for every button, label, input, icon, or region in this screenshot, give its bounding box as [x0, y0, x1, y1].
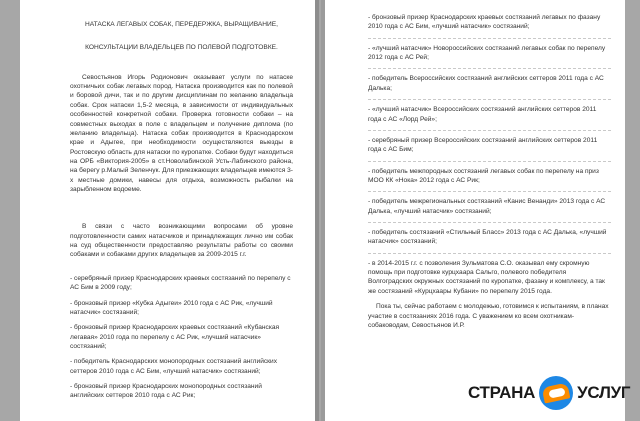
document-subtitle: КОНСУЛЬТАЦИИ ВЛАДЕЛЬЦЕВ ПО ПОЛЕВОЙ ПОДГОТОВКЕ. — [85, 44, 278, 52]
page-divider — [315, 0, 319, 421]
document-page-left — [20, 0, 315, 421]
closing-paragraph: Пока ты, сейчас работаем с молодежью, готовимся к испытаниям, в планах участие в состязаниях 2016 года. С уважением ко всем охотникам-собаководам, Севостьянов И.Р. — [368, 303, 609, 329]
list-item: - «лучший натасчик» Всероссийских состязаний английских сеттеров 2011 года с АС «Лорд Рей»; — [368, 106, 597, 123]
list-item: - «лучший натасчик» Новороссийских состязаний легавых собак по перепелу 2012 года с АС Рей; — [368, 44, 606, 62]
list-item: - победитель межрегиональных состязаний «Канис Венанди» 2013 года с АС Далька, «лучший натасчик» состязаний; — [368, 198, 606, 215]
list-item: - бронзовый призер Краснодарских монопородных состязаний английских сеттеров 2010 года с АС Рик; — [70, 383, 262, 400]
list-item: - в 2014-2015 г.г. с позволения Зульматова С.О. оказывал ему скромную помощь при подготовке курцхаара Сальго, полевого победителя Волгоградских окружных состязаний по куропатке, фазану и комплексу, а так же состязаний «Курцхаары Кубани» по перепелу 2015 года. — [368, 259, 605, 295]
list-item: - победитель Всероссийских состязаний английских сеттеров 2011 года с АС Далька; — [368, 75, 604, 92]
list-item: - бронзовый призер Краснодарских краевых состязаний «Кубанская легавая» 2010 года по перепелу с АС Рик, «лучший натасчик» состязаний; — [70, 324, 280, 350]
handshake-icon — [539, 376, 573, 410]
results-intro-paragraph: В связи с часто возникающими вопросами об уровне подготовленности самих натасчиков и принадлежащих лично им собак на суд общественности предоставляю результаты работы со своими собаками и собаками других владельцев за 2009-2015 г.г. — [70, 223, 293, 259]
list-item: - победитель состязаний «Стильный Бласс» 2013 года с АС Далька, «лучший натасчик» состязаний; — [368, 229, 607, 246]
list-item: - серебряный призер Краснодарских краевых состязаний по перепелу с АС Бим в 2009 году; — [70, 274, 291, 292]
list-item: - серебряный призер Всероссийских состязаний английских сеттеров 2011 года с АС Бим; — [368, 136, 598, 154]
list-item: - бронзовый призер Краснодарских краевых состязаний легавых по фазану 2010 года с АС Бим, «лучший натасчик» состязаний; — [368, 14, 601, 31]
document-page-right — [325, 0, 625, 421]
brand-word-right: УСЛУГ — [577, 383, 631, 402]
list-item: - бронзовый призер «Кубка Адыгеи» 2010 года с АС Рик, «лучший натасчик» состязаний; — [70, 299, 273, 316]
document-title: НАТАСКА ЛЕГАВЫХ СОБАК, ПЕРЕДЕРЖКА, ВЫРАЩИВАНИЕ, — [84, 21, 279, 28]
list-item: - победитель межпородных состязаний легавых собак по перепелу на приз МОО КК «Нока» 2012 года с АС Рик; — [368, 167, 599, 184]
intro-paragraph: Севостьянов Игорь Родионович оказывает услуги по натаске охотничьих собак легавых пород. Натаска производится как по полевой и боровой дичи, так и по другим дисциплинам по желанию владельца собак. Срок натаски 1,5-2 месяца, в зависимости от индивидуальных особенностей конкретной собаки. Проверка готовности собаки – на совместных выходах в поле с владельцем и получение диплома (по желанию владельца). Натаска собак производится в Краснодарском крае и Адыгее, при необходимости осуществляются выезды в Ростовскую область для натаски по куропатке. Собаки будут находиться на ОРБ «Виктория-2005» в ст.Новолабинской Усть-Лабинского района, на берегу р.Малый Зеленчук. Для приезжающих владельцев имеются 3-х местные домики, навесы для отдыха, возможность рыбалки на зарыбленном водоеме. — [70, 73, 293, 194]
watermark-logo — [468, 373, 632, 413]
list-item: - победитель Краснодарских монопородных состязаний английских сеттеров 2010 года с АС Бим, «лучший натасчик» состязаний; — [70, 358, 278, 375]
brand-word-left: СТРАНА — [468, 383, 536, 402]
